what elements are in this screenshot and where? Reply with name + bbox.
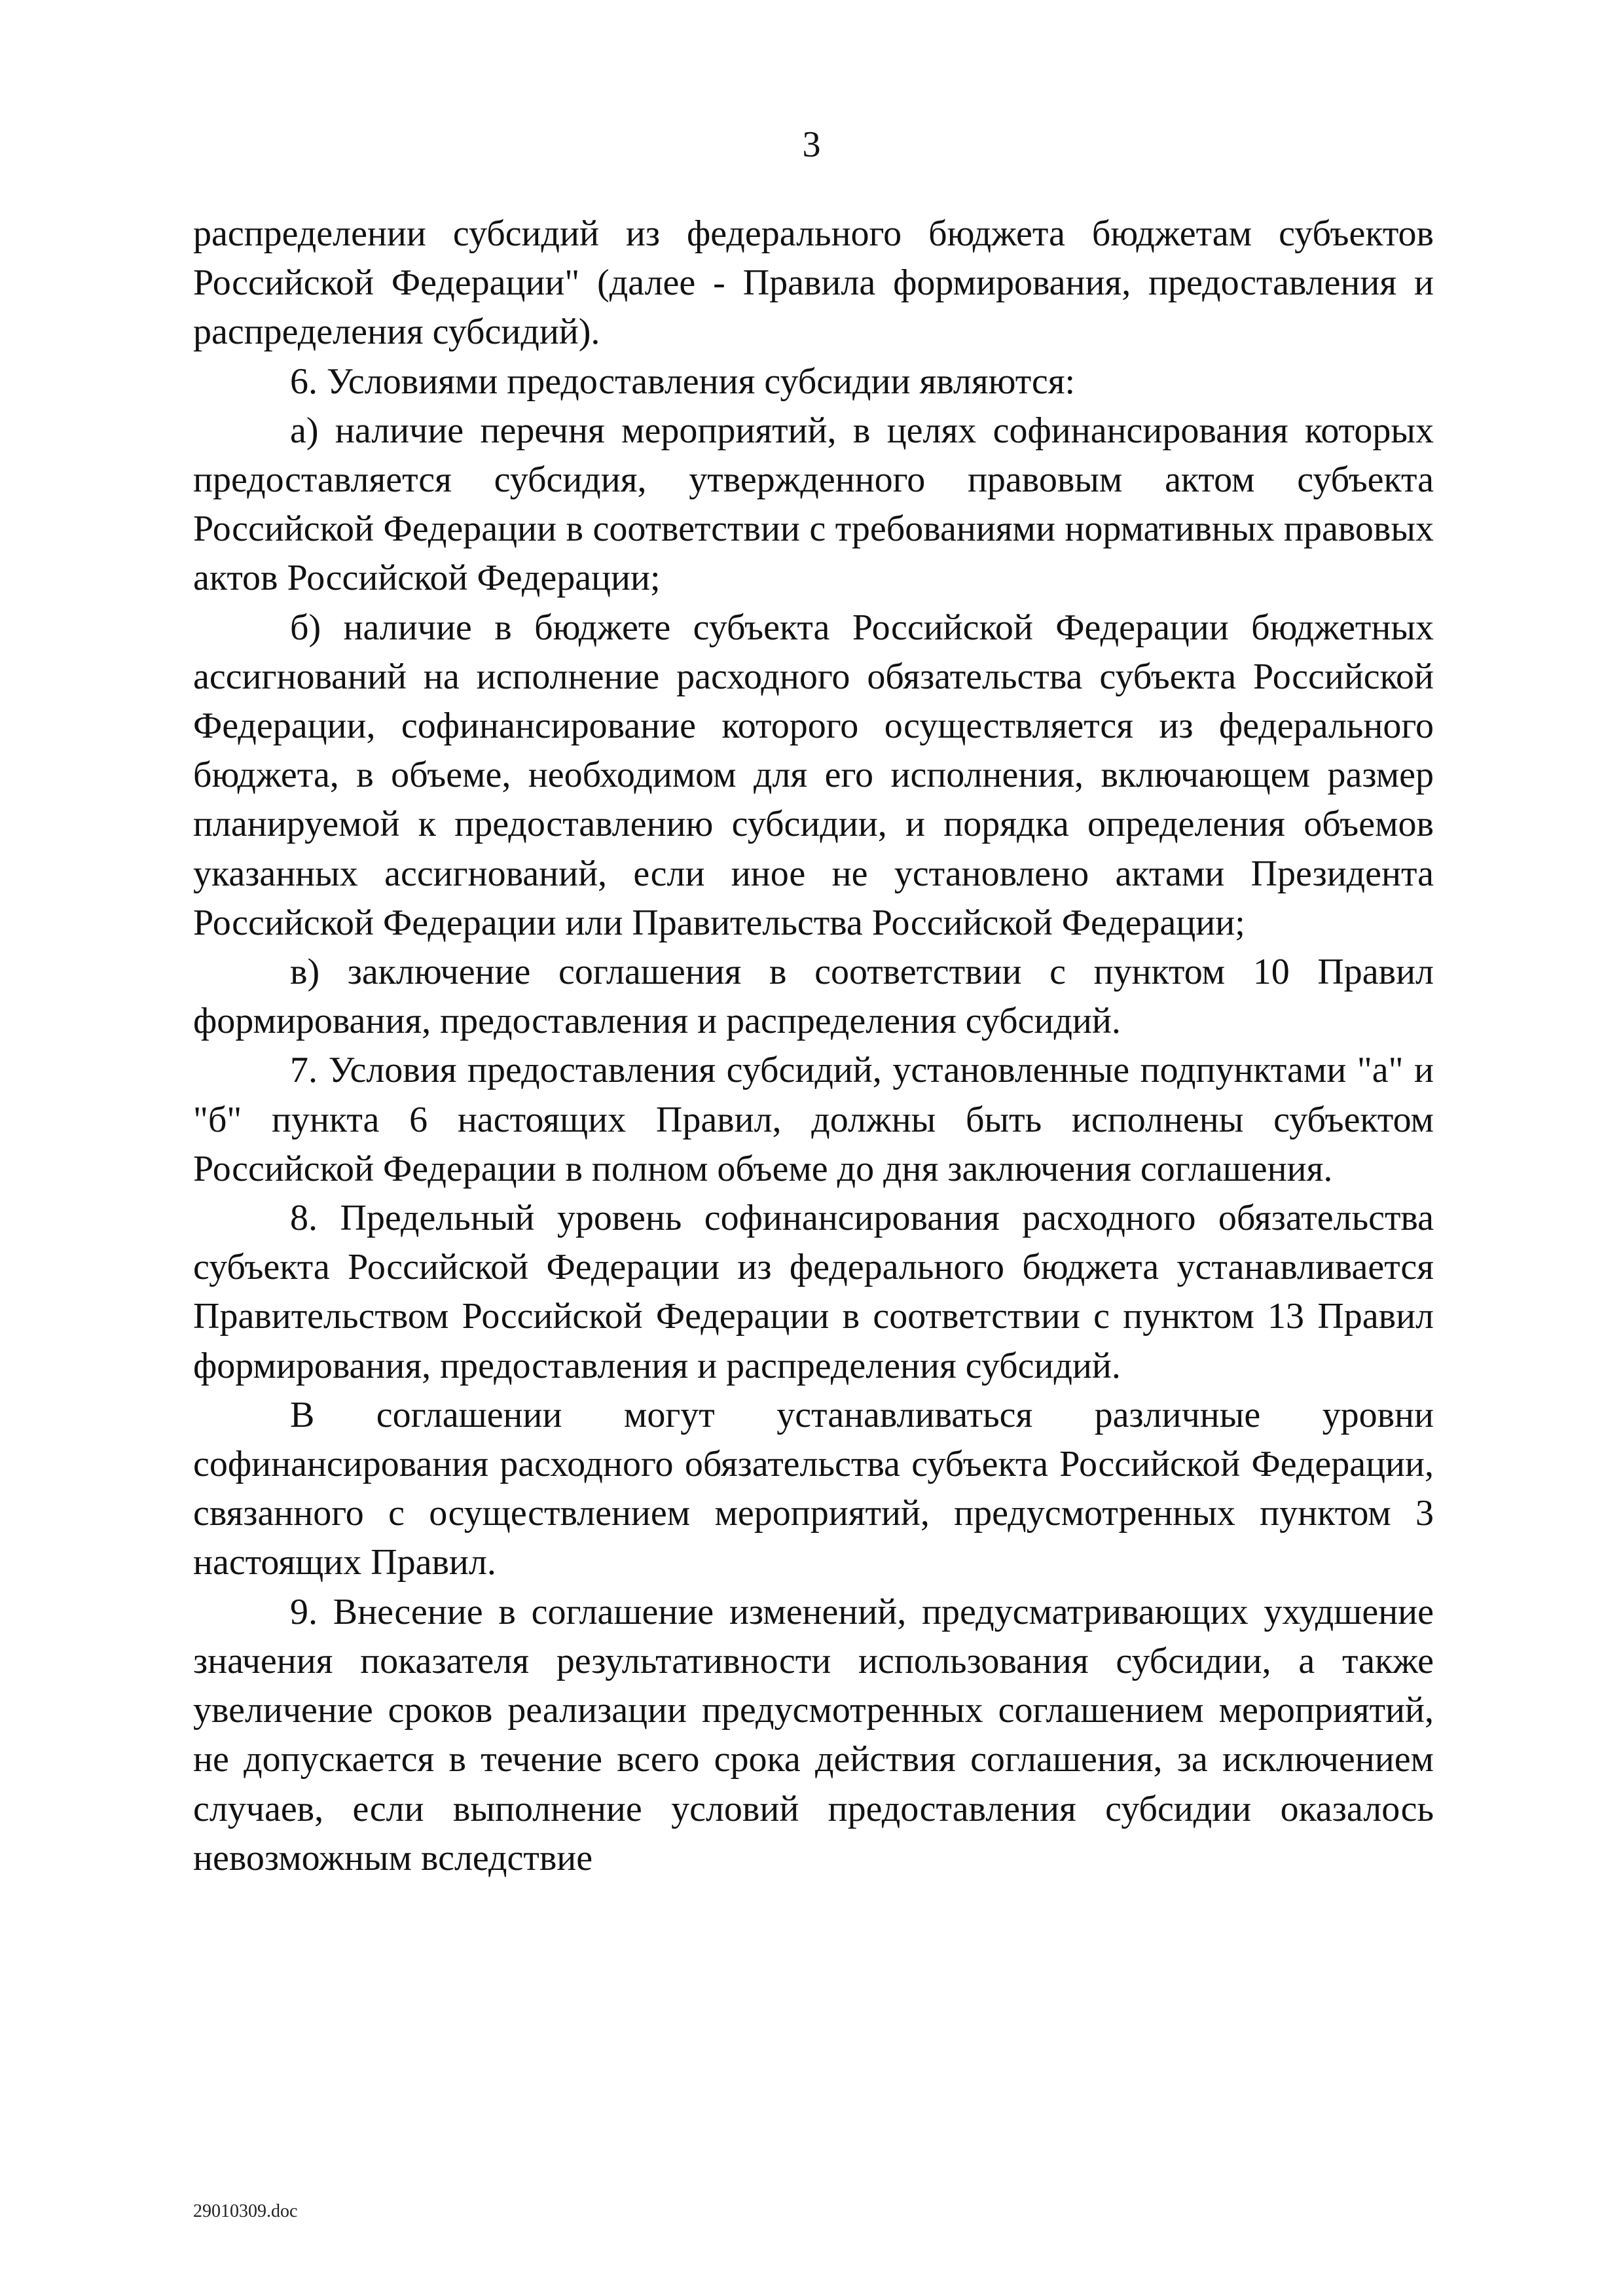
paragraph-subitem-6a: а) наличие перечня мероприятий, в целях софинансирования которых предоставляется субсидия, утвержденного правовым актом субъекта Российской Федерации в соответствии с требованиями нормативных правовых актов Российской Федерации;	[193, 410, 1434, 599]
paragraph-continuation: распределении субсидий из федерального бюджета бюджетам субъектов Российской Федерации" (далее - Правила формирования, предоставления и распределения субсидий).	[193, 213, 1434, 353]
document-file-code: 29010309.doc	[193, 2201, 298, 2221]
paragraph-item-7: 7. Условия предоставления субсидий, установленные подпунктами "а" и "б" пункта 6 настоящих Правил, должны быть исполнены субъектом Российской Федерации в полном объеме до дня заключения соглашения.	[193, 1050, 1434, 1189]
paragraph-item-8: 8. Предельный уровень софинансирования расходного обязательства субъекта Российской Федерации из федерального бюджета устанавливается Правительством Российской Федерации в соответствии с пунктом 13 Правил формирования, предоставления и распределения субсидий.	[193, 1198, 1434, 1386]
paragraph-subitem-6c: в) заключение соглашения в соответствии с пунктом 10 Правил формирования, предоставления и распределения субсидий.	[193, 952, 1434, 1042]
page-number: 3	[802, 124, 821, 165]
paragraph-subitem-6b: б) наличие в бюджете субъекта Российской Федерации бюджетных ассигнований на исполнение расходного обязательства субъекта Российской Федерации, софинансирование которого осуществляется из федерального бюджета, в объеме, необходимом для его исполнения, включающем размер планируемой к предоставлению субсидии, и порядка определения объемов указанных ассигнований, если иное не установлено актами Президента Российской Федерации или Правительства Российской Федерации;	[193, 607, 1434, 943]
paragraph-item-9: 9. Внесение в соглашение изменений, предусматривающих ухудшение значения показателя результативности использования субсидии, а также увеличение сроков реализации предусмотренных соглашением мероприятий, не допускается в течение всего срока действия соглашения, за исключением случаев, если выполнение условий предоставления субсидии оказалось невозможным вследствие	[193, 1591, 1434, 1878]
paragraph-item-6: 6. Условиями предоставления субсидии являются:	[290, 361, 1076, 402]
document-body	[193, 209, 1434, 1883]
paragraph-item-8-continued: В соглашении могут устанавливаться различные уровни софинансирования расходного обязательства субъекта Российской Федерации, связанного с осуществлением мероприятий, предусмотренных пунктом 3 настоящих Правил.	[193, 1394, 1434, 1583]
